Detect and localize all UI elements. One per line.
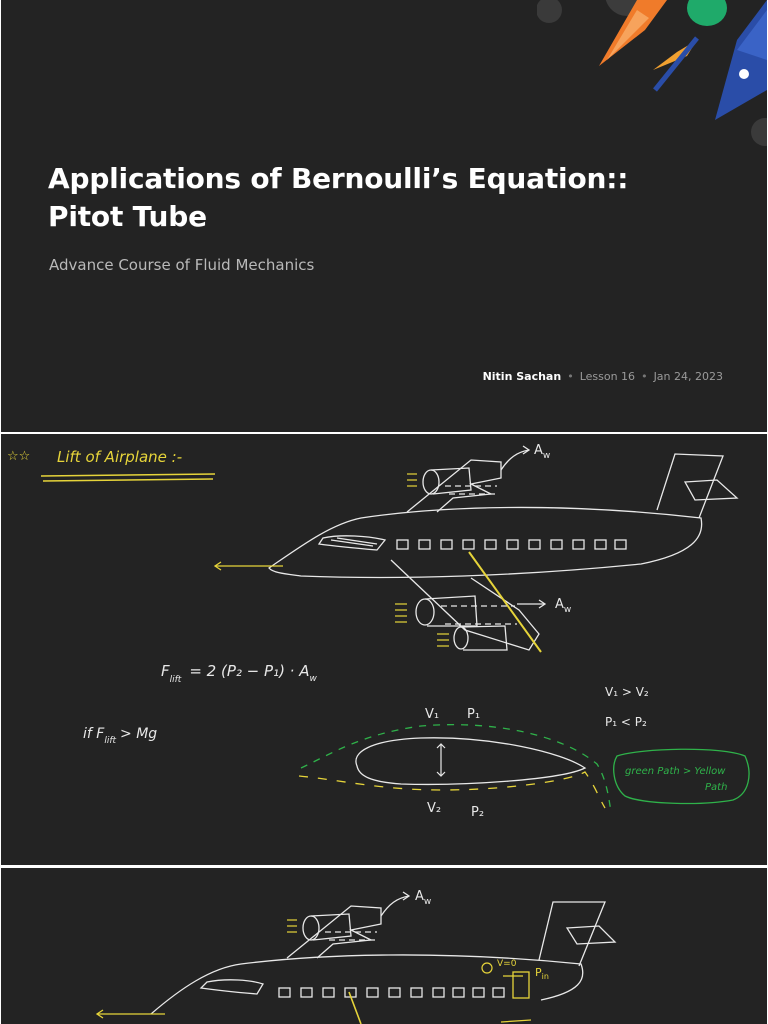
lift-condition: if $F_{lift} > Mg$ [83,726,158,746]
title-slide [1,0,767,432]
notes-slide-lift [1,434,767,865]
airfoil-shape [356,738,585,785]
v2-label: V₂ [427,801,442,816]
wing-area-label-bottom: $A_w$ [555,597,572,615]
author-name: Nitin Sachan [482,370,562,383]
handwritten-board-2 [1,868,767,1024]
lesson-meta [483,370,723,383]
velocity-zero-label: V=0 [497,959,517,969]
airplane-drawing-2 [151,892,615,1014]
pressure-comparison: P₁ < P₂ [605,715,647,729]
meta-separator: • [641,370,648,383]
handwritten-board [1,434,767,865]
decorative-shapes-icon [537,0,767,160]
wing-edge-highlight [469,552,541,652]
green-note-line-2: Path [705,782,728,793]
pitot-detail [482,959,549,998]
title-line-1: Applications of Bernoulli’s Equation:: [48,162,629,195]
notes-heading: Lift of Airplane :- [57,448,183,466]
velocity-comparison: V₁ > V₂ [605,685,649,699]
wing-area-label-top: $A_w$ [534,443,551,461]
wing-area-label: $A_w$ [415,889,432,907]
airplane-drawing [215,446,737,650]
lift-formula: $F_{lift} = 2$ $(P_2 - P_1) \cdot A_w$ [161,662,317,685]
intake-arrows-icon [287,920,297,932]
meta-separator: • [567,370,574,383]
page-subtitle: Advance Course of Fluid Mechanics [49,256,315,274]
heading-underline [41,474,215,476]
lesson-number: Lesson 16 [579,370,636,383]
page-title [48,160,668,236]
title-line-2: Pitot Tube [48,200,207,233]
yellow-flow-path [299,772,605,808]
notes-slide-pitot [1,868,767,1024]
green-note-line-1: green Path > Yellow [625,766,726,777]
v1-label: V₁ [425,707,440,722]
heading-stars: ☆☆ [7,449,31,464]
lesson-date: Jan 24, 2023 [653,370,723,383]
inner-pressure-label: $P_{in}$ [535,966,549,981]
p1-label: P₁ [467,707,481,722]
heading-underline [43,479,213,481]
p2-label: P₂ [471,805,485,820]
